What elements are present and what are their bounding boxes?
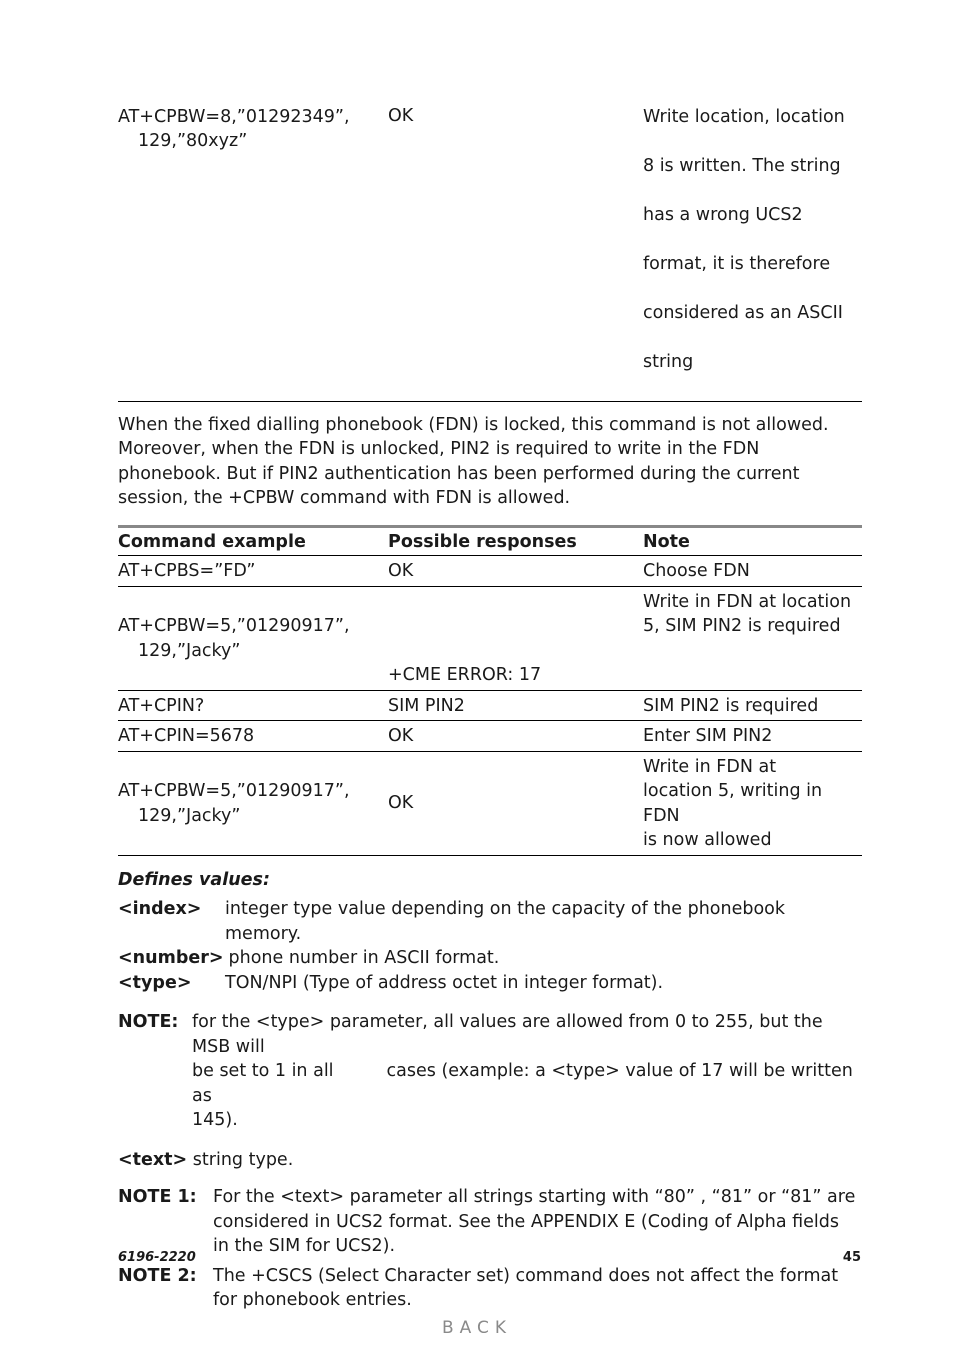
note2-label: NOTE 2:	[118, 1265, 197, 1286]
row-note: Enter SIM PIN2	[643, 726, 773, 746]
fdn-paragraph: When the fixed dialling phonebook (FDN) is locked, this command is not allowed. Moreover, when the FDN is unlocked, PIN2 is required to write in the FDN phonebook. But if PIN2 authentication has been performed during the current session, the +CPBW command with FDN is allowed.	[118, 414, 829, 508]
note1-label: NOTE 1:	[118, 1187, 197, 1207]
note-body	[192, 1010, 862, 1133]
row-command: AT+CPIN=5678	[118, 726, 255, 746]
top-table-row	[118, 80, 862, 402]
top-note-line: considered as an ASCII	[643, 302, 843, 323]
table-row	[118, 556, 862, 587]
note-label: NOTE:	[118, 1012, 179, 1032]
row-note: SIM PIN2 is required	[643, 695, 819, 716]
definition-item	[118, 971, 862, 996]
note-line: for the <type> parameter, all values are allowed from 0 to 255, but the MSB will	[192, 1012, 823, 1057]
note-line	[192, 1059, 862, 1108]
definition-desc: TON/NPI (Type of address octet in integer format).	[225, 972, 664, 993]
row-note: Choose FDN	[643, 561, 750, 581]
note2-body	[213, 1264, 838, 1313]
definition-desc: integer type value depending on the capacity of the phonebook memory.	[225, 899, 786, 944]
row-response: +CME ERROR: 17	[388, 665, 542, 685]
top-note-line: string	[643, 351, 694, 372]
note-line-part: cases (example: a <type> value of 17 will be written as	[192, 1061, 853, 1106]
note-2	[118, 1264, 862, 1313]
document-page	[118, 80, 862, 1313]
note-line: in the SIM for UCS2).	[213, 1236, 396, 1256]
table-row	[118, 721, 862, 752]
top-command-line2: 129,”80xyz”	[138, 131, 248, 151]
header-responses: Possible responses	[388, 531, 577, 552]
header-command: Command example	[118, 531, 306, 552]
text-definition	[118, 1148, 862, 1173]
top-note-line: format, it is therefore	[643, 253, 831, 274]
table-row	[118, 587, 862, 691]
page-number: 45	[842, 1250, 861, 1265]
type-note	[118, 1010, 862, 1133]
top-command-cell	[118, 80, 388, 399]
definition-desc: phone number in ASCII format.	[228, 948, 500, 968]
note-line: The +CSCS (Select Character set) command does not affect the format	[213, 1265, 839, 1286]
row-command: AT+CPIN?	[118, 695, 205, 716]
note-line-part: be set to 1 in all	[192, 1061, 334, 1081]
note1-body	[213, 1185, 855, 1259]
row-command: AT+CPBS=”FD”	[118, 561, 256, 581]
top-note-line: has a wrong UCS2	[643, 204, 803, 225]
row-command	[118, 755, 388, 853]
top-response-cell: OK	[388, 106, 414, 126]
row-command-line1: AT+CPBW=5,”01290917”,	[118, 616, 350, 636]
text-desc: string type.	[192, 1149, 294, 1170]
top-note-line: 8 is written. The string	[643, 155, 841, 176]
fdn-table-header	[118, 528, 862, 557]
header-note: Note	[643, 531, 690, 552]
fdn-table	[118, 525, 862, 856]
text-term: <text>	[118, 1149, 188, 1170]
definition-item	[118, 897, 862, 946]
top-note-line: Write location, location	[643, 106, 845, 127]
note-1	[118, 1185, 862, 1259]
document-number: 6196-2220	[118, 1250, 196, 1265]
note-line: For the <text> parameter all strings starting with “80” , “81” or “81” are	[213, 1187, 856, 1207]
table-row	[118, 691, 862, 722]
top-command-line1: AT+CPBW=8,”01292349”,	[118, 106, 350, 127]
row-command-line1: AT+CPBW=5,”01290917”,	[118, 781, 350, 801]
definition-item	[118, 946, 862, 971]
defines-heading: Defines values:	[118, 869, 270, 890]
definition-term: <index>	[118, 899, 202, 919]
note-line: for phonebook entries.	[213, 1290, 412, 1310]
row-command-line2: 129,”Jacky”	[138, 640, 241, 661]
note-line: considered in UCS2 format. See the APPENDIX E (Coding of Alpha fields	[213, 1211, 840, 1232]
row-response: OK	[388, 726, 414, 746]
defines-list	[118, 897, 862, 995]
row-command-line2: 129,”Jacky”	[138, 805, 241, 826]
note-line: 145).	[192, 1110, 238, 1130]
row-note: Write in FDN at location 5, SIM PIN2 is required	[643, 591, 852, 636]
row-response: OK	[388, 793, 414, 814]
definition-term: <type>	[118, 972, 192, 993]
definition-term: <number>	[118, 948, 224, 968]
row-command	[118, 590, 388, 688]
row-response: SIM PIN2	[388, 695, 465, 716]
row-note: Write in FDN at location 5, writing in FDN is now allowed	[643, 756, 823, 850]
row-response: OK	[388, 561, 414, 581]
back-link[interactable]: BACK	[441, 1318, 512, 1338]
top-note-cell	[643, 80, 862, 399]
table-row	[118, 752, 862, 856]
